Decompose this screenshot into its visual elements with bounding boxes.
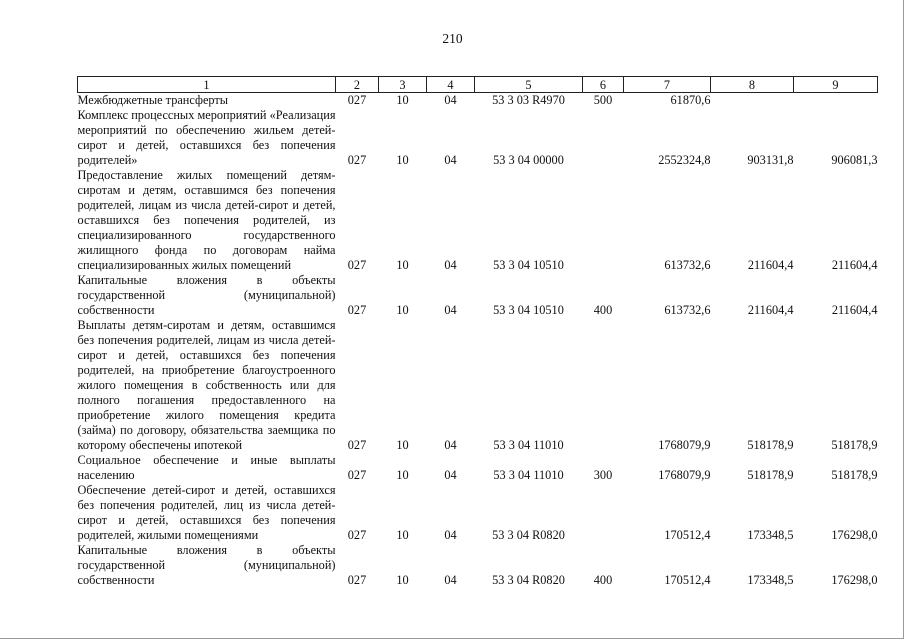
table-row xyxy=(78,483,878,543)
cell-subsection: 04 xyxy=(444,573,457,587)
cell-subsection: 04 xyxy=(444,528,457,542)
cell-amount-2: 211604,4 xyxy=(747,258,794,272)
cell-amount-1: 2552324,8 xyxy=(658,153,711,167)
cell-target-code: 53 3 04 10510 xyxy=(493,303,564,317)
cell-subsection: 04 xyxy=(444,93,457,107)
cell-expense-type: 300 xyxy=(593,468,613,482)
table-row xyxy=(78,318,878,453)
row-description: Предоставление жилых помещений детям-сиротам и детям, оставшимся без попечения родителей, лицам из числа детей-сирот и детей, оставшихся без попечения родителей, из специализированного государственного жилищного фонда по договорам найма специализированных жилых помещений xyxy=(77,168,336,272)
table-row xyxy=(78,108,878,168)
header-col-6: 6 xyxy=(583,77,624,93)
header-row xyxy=(78,77,878,93)
cell-subsection: 04 xyxy=(444,258,457,272)
table-header xyxy=(78,77,878,93)
row-description: Социальное обеспечение и иные выплаты населению xyxy=(77,453,336,482)
table-body xyxy=(78,93,878,589)
cell-amount-1: 1768079,9 xyxy=(658,438,711,452)
table-row xyxy=(78,93,878,109)
cell-subsection: 04 xyxy=(444,303,457,317)
cell-amount-2: 518178,9 xyxy=(747,438,794,452)
cell-ministry: 027 xyxy=(347,153,367,167)
cell-expense-type xyxy=(583,168,624,273)
cell-subsection: 04 xyxy=(444,438,457,452)
header-col-9: 9 xyxy=(794,77,878,93)
cell-amount-1: 1768079,9 xyxy=(658,468,711,482)
cell-subsection: 04 xyxy=(444,153,457,167)
cell-section: 10 xyxy=(396,303,409,317)
cell-section: 10 xyxy=(396,528,409,542)
cell-ministry: 027 xyxy=(347,528,367,542)
cell-target-code: 53 3 03 R4970 xyxy=(492,93,565,107)
table-row xyxy=(78,543,878,588)
cell-amount-2: 903131,8 xyxy=(747,153,794,167)
cell-expense-type: 400 xyxy=(593,573,613,587)
cell-amount-2: 518178,9 xyxy=(747,468,794,482)
cell-amount-1: 61870,6 xyxy=(670,93,711,107)
cell-target-code: 53 3 04 11010 xyxy=(493,468,564,482)
header-col-7: 7 xyxy=(624,77,711,93)
cell-amount-1: 170512,4 xyxy=(664,528,711,542)
header-col-3: 3 xyxy=(379,77,427,93)
cell-ministry: 027 xyxy=(347,93,367,107)
header-col-1: 1 xyxy=(78,77,336,93)
header-col-4: 4 xyxy=(427,77,475,93)
table-row xyxy=(78,453,878,483)
cell-target-code: 53 3 04 00000 xyxy=(493,153,564,167)
cell-amount-2: 173348,5 xyxy=(747,528,794,542)
cell-target-code: 53 3 04 11010 xyxy=(493,438,564,452)
cell-ministry: 027 xyxy=(347,258,367,272)
cell-ministry: 027 xyxy=(347,573,367,587)
cell-amount-3: 176298,0 xyxy=(831,573,878,587)
header-col-2: 2 xyxy=(336,77,379,93)
cell-expense-type: 500 xyxy=(593,93,613,107)
cell-expense-type xyxy=(583,108,624,168)
cell-section: 10 xyxy=(396,153,409,167)
cell-section: 10 xyxy=(396,573,409,587)
row-description: Межбюджетные трансферты xyxy=(77,93,229,107)
cell-section: 10 xyxy=(396,93,409,107)
row-description: Капитальные вложения в объекты государственной (муниципальной) собственности xyxy=(77,543,336,587)
table-row xyxy=(78,168,878,273)
budget-table xyxy=(77,76,878,588)
cell-ministry: 027 xyxy=(347,468,367,482)
cell-amount-3: 518178,9 xyxy=(831,438,878,452)
row-description: Обеспечение детей-сирот и детей, оставшихся без попечения родителей, лиц из числа детей-сирот и детей, оставшихся без попечения родителей, жилыми помещениями xyxy=(77,483,336,542)
cell-section: 10 xyxy=(396,468,409,482)
cell-ministry: 027 xyxy=(347,303,367,317)
page-number: 210 xyxy=(442,31,463,46)
cell-expense-type: 400 xyxy=(593,303,613,317)
cell-target-code: 53 3 04 R0820 xyxy=(492,573,565,587)
cell-section: 10 xyxy=(396,258,409,272)
cell-expense-type xyxy=(583,318,624,453)
cell-section: 10 xyxy=(396,438,409,452)
cell-target-code: 53 3 04 R0820 xyxy=(492,528,565,542)
cell-target-code: 53 3 04 10510 xyxy=(493,258,564,272)
cell-amount-3: 518178,9 xyxy=(831,468,878,482)
row-description: Комплекс процессных мероприятий «Реализация мероприятий по обеспечению жильем детей-сирот и детей, оставшихся без попечения родителей» xyxy=(77,108,336,167)
cell-amount-3 xyxy=(794,93,878,109)
header-col-5: 5 xyxy=(475,77,583,93)
cell-amount-1: 170512,4 xyxy=(664,573,711,587)
cell-amount-3: 176298,0 xyxy=(831,528,878,542)
header-col-8: 8 xyxy=(711,77,794,93)
cell-subsection: 04 xyxy=(444,468,457,482)
cell-amount-1: 613732,6 xyxy=(664,258,711,272)
cell-expense-type xyxy=(583,483,624,543)
row-description: Выплаты детям-сиротам и детям, оставшимся без попечения родителей, лицам из числа детей-сирот и детей, оставшихся без попечения родителей, на приобретение благоустроенного жилого помещения в собственность или для полного погашения предоставленного на приобретение жилого помещения кредита (займа) по договору, обязательства заемщика по которому обеспечены ипотекой xyxy=(77,318,336,452)
cell-amount-1: 613732,6 xyxy=(664,303,711,317)
cell-amount-2 xyxy=(711,93,794,109)
cell-amount-3: 211604,4 xyxy=(831,258,878,272)
row-description: Капитальные вложения в объекты государственной (муниципальной) собственности xyxy=(77,273,336,317)
cell-ministry: 027 xyxy=(347,438,367,452)
cell-amount-2: 173348,5 xyxy=(747,573,794,587)
cell-amount-2: 211604,4 xyxy=(747,303,794,317)
table-row xyxy=(78,273,878,318)
cell-amount-3: 211604,4 xyxy=(831,303,878,317)
cell-amount-3: 906081,3 xyxy=(831,153,878,167)
